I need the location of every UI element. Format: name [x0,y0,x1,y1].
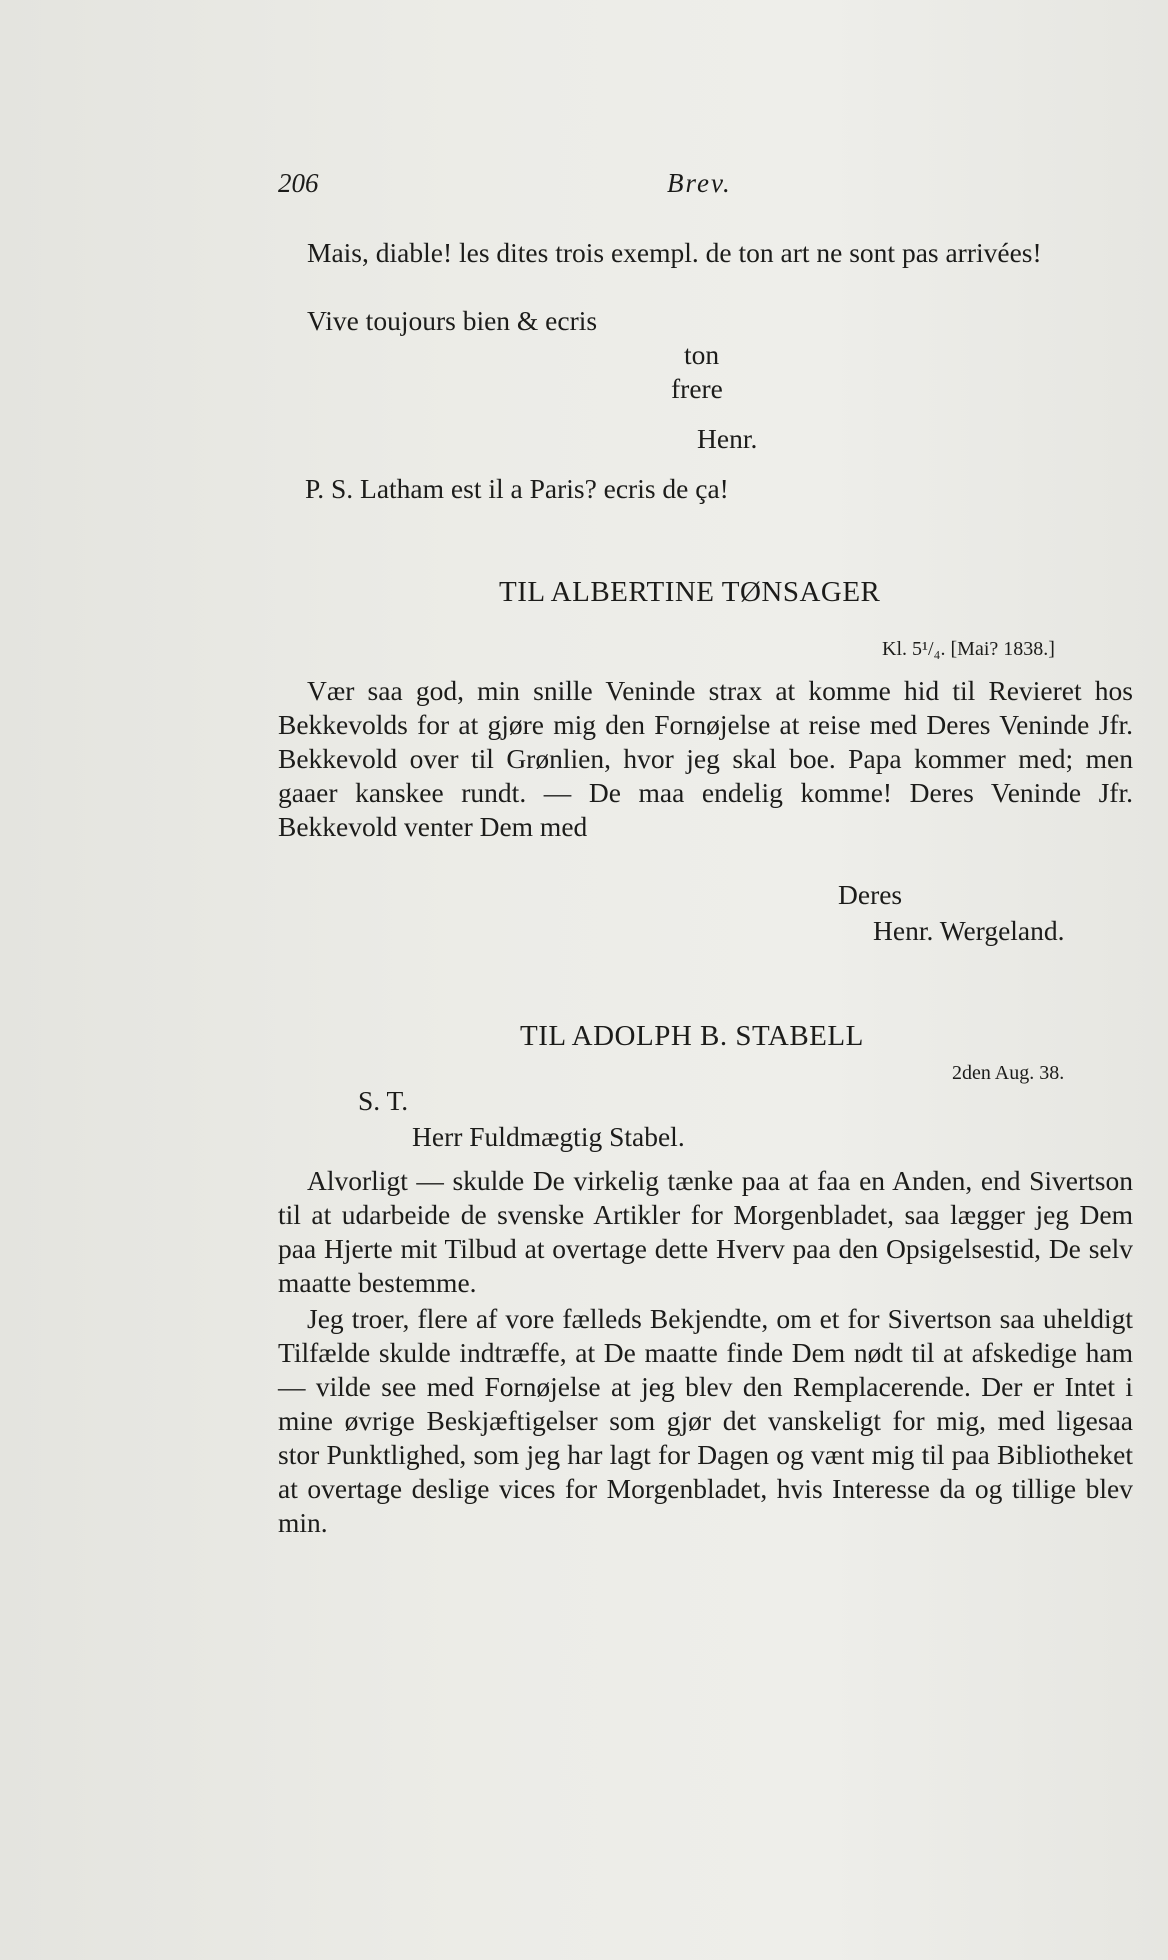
letter1-line1: Mais, diable! les dites trois exempl. de ton art ne sont pas arrivées! [307,237,1042,268]
letter3-date: 2den Aug. 38. [952,1062,1065,1084]
letter3-salutation2: Herr Fuldmægtig Stabel. [412,1121,685,1152]
running-title: Brev. [667,168,732,198]
letter3-paragraph2: Jeg troer, flere af vore fælleds Bekjendte, om et for Sivertson saa uheldigt Tilfælde skulde indtræffe, at De maatte finde Dem nødt til at afskedige ham — vilde see med Fornøjelse at jeg blev den Remplacerende. Der er Intet i mine øvrige Beskjæftigelser som gjør det vanskeligt for mig, med ligesaa stor Punktlighed, som jeg har lagt for Dagen og vænt mig til paa Bibliotheket at overtage deslige vices for Morgenbladet, hvis Interesse da og tillige blev min. [278,1303,1133,1538]
page-number: 206 [278,168,319,198]
letter2-signature: Henr. Wergeland. [873,915,1065,946]
letter1-postscript: P. S. Latham est il a Paris? ecris de ça! [305,473,729,504]
letter2-date: Kl. 5¹/₄. [Mai? 1838.] [882,638,1055,660]
letter3-heading: TIL ADOLPH B. STABELL [520,1020,864,1052]
letter2-heading: TIL ALBERTINE TØNSAGER [499,576,881,608]
letter2-closing: Deres [838,879,903,910]
letter1-line2: Vive toujours bien & ecris [307,305,598,336]
letter1-closing2: frere [671,373,723,404]
letter2-body: Vær saa god, min snille Veninde strax at komme hid til Revieret hos Bekkevolds for at gjøre mig den Fornøjelse at reise med Deres Veninde Jfr. Bekkevold over til Grønlien, hvor jeg skal boe. Papa kommer med; men gaaer kanskee rundt. — De maa endelig komme! Deres Veninde Jfr. Bekkevold venter Dem med [278,675,1133,842]
letter3-paragraph1: Alvorligt — skulde De virkelig tænke paa at faa en Anden, end Sivertson til at udarbeide de svenske Artikler for Morgenbladet, saa lægger jeg Dem paa Hjerte mit Tilbud at overtage dette Hverv paa den Opsigelsestid, De selv maatte bestemme. [278,1165,1133,1298]
letter3-salutation1: S. T. [358,1085,409,1116]
letter1-signature: Henr. [697,423,758,454]
letter1-closing1: ton [684,339,720,370]
